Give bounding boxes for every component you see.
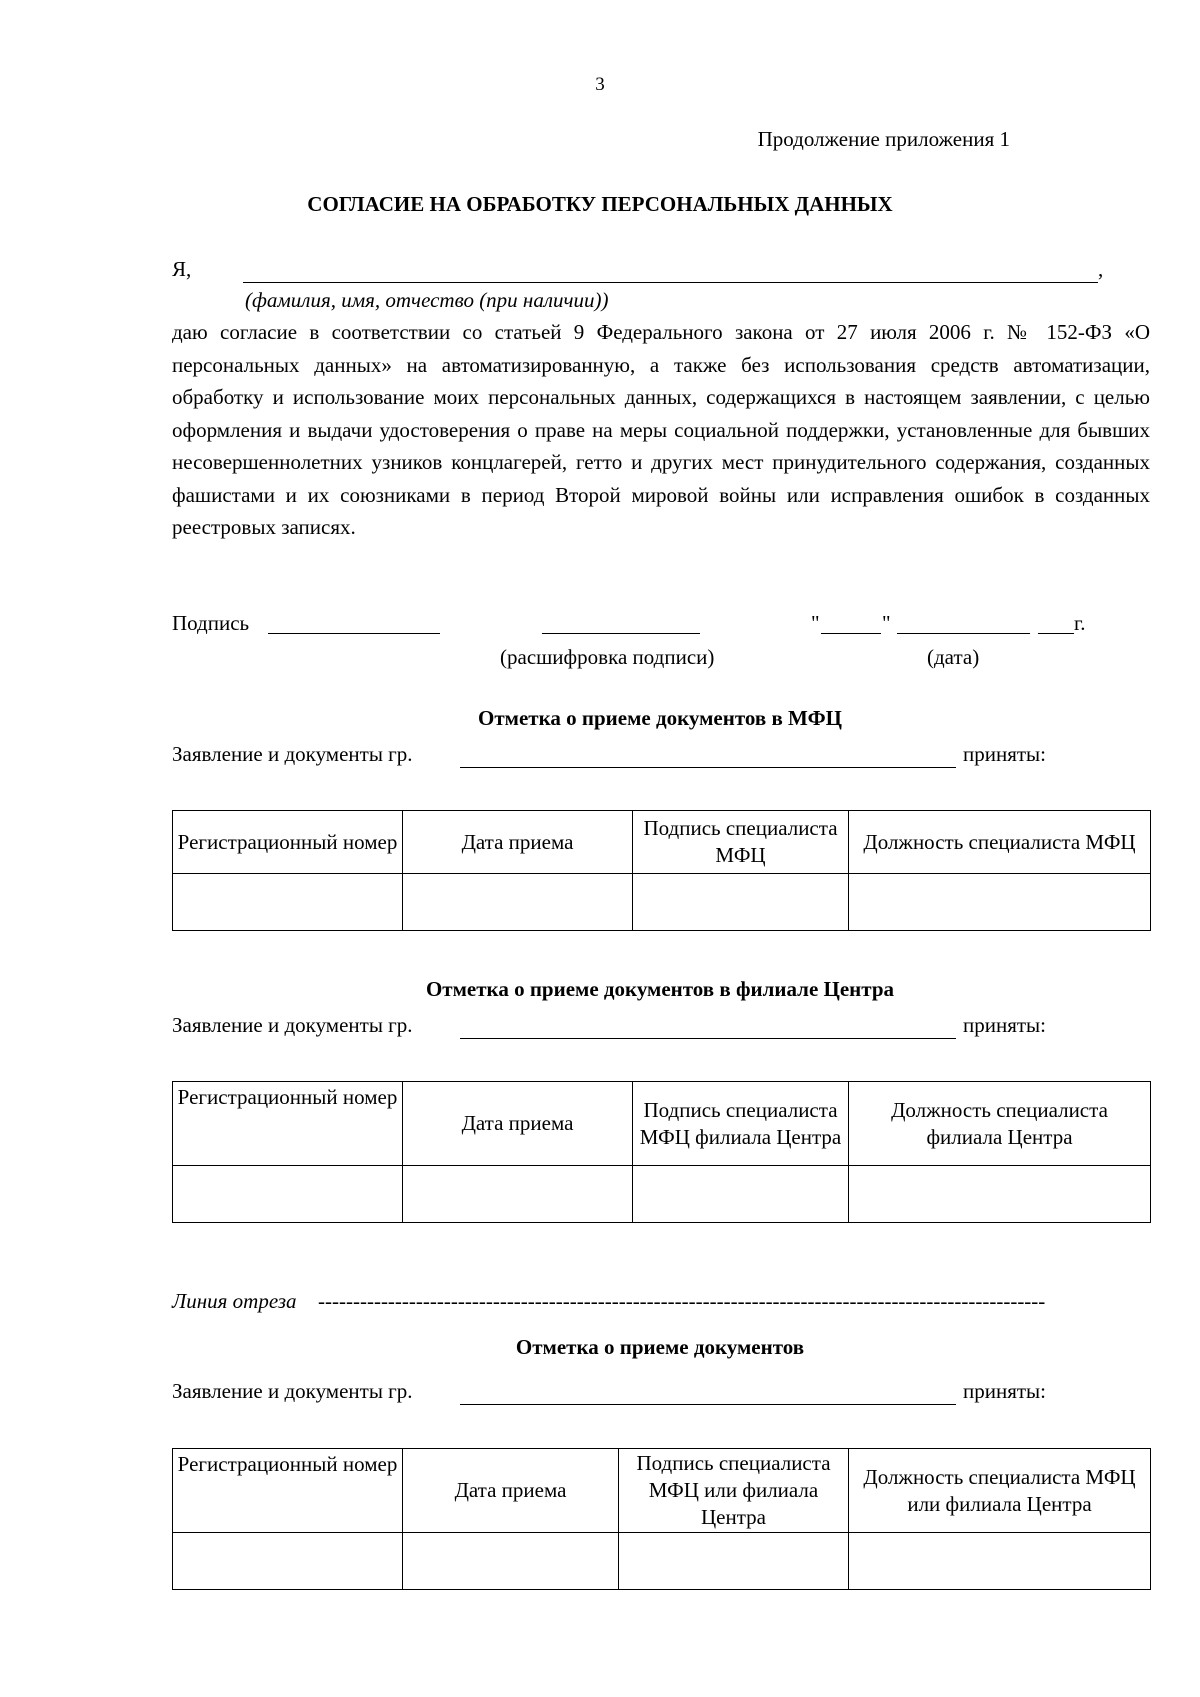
signature-decode-hint: (расшифровка подписи) <box>500 645 715 669</box>
date-year-blank-line[interactable] <box>1038 633 1074 634</box>
page-number: 3 <box>595 74 605 95</box>
date-quote-close: " <box>882 611 891 635</box>
table-row <box>173 874 1151 931</box>
cell-position[interactable] <box>849 1533 1151 1590</box>
cell-position[interactable] <box>849 1166 1151 1223</box>
header-position: Должность специалиста МФЦ или филиала Центра <box>849 1449 1151 1533</box>
registration-table-receipt <box>172 1448 1151 1590</box>
cut-line-dashes: -------------------------------------------------------------------------------------------------------- <box>318 1289 1046 1313</box>
cell-reg-number[interactable] <box>173 1533 403 1590</box>
accepted-label: приняты: <box>963 1379 1046 1403</box>
fio-comma: , <box>1098 257 1104 281</box>
header-reg-number: Регистрационный номер <box>173 811 403 874</box>
section-title-mfc: Отметка о приеме документов в МФЦ <box>478 706 842 730</box>
table-row <box>173 1166 1151 1223</box>
applicant-label: Заявление и документы гр. <box>172 742 413 766</box>
applicant-label: Заявление и документы гр. <box>172 1379 413 1403</box>
header-date: Дата приема <box>403 811 633 874</box>
appendix-note: Продолжение приложения 1 <box>757 127 1010 151</box>
applicant-blank-line[interactable] <box>460 767 956 768</box>
ya-label: Я, <box>172 257 192 281</box>
cell-date[interactable] <box>403 1533 619 1590</box>
cell-signature[interactable] <box>619 1533 849 1590</box>
applicant-label: Заявление и документы гр. <box>172 1013 413 1037</box>
date-hint: (дата) <box>927 645 980 669</box>
cell-reg-number[interactable] <box>173 1166 403 1223</box>
applicant-blank-line[interactable] <box>460 1404 956 1405</box>
section-title-receipt: Отметка о приеме документов <box>515 1335 805 1359</box>
header-reg-number: Регистрационный номер <box>173 1082 403 1166</box>
header-signature: Подпись специалиста МФЦ или филиала Центра <box>619 1449 849 1533</box>
registration-table-mfc <box>172 810 1151 931</box>
date-quote-open: " <box>811 611 820 635</box>
signature-decode-blank-line[interactable] <box>542 633 700 634</box>
accepted-label: приняты: <box>963 1013 1046 1037</box>
signature-blank-line[interactable] <box>268 633 440 634</box>
header-signature: Подпись специалиста МФЦ филиала Центра <box>633 1082 849 1166</box>
table-row <box>173 1533 1151 1590</box>
cut-line-label: Линия отреза <box>172 1289 297 1313</box>
section-title-branch: Отметка о приеме документов в филиале Центра <box>425 977 895 1001</box>
fio-hint: (фамилия, имя, отчество (при наличии)) <box>245 288 609 312</box>
header-signature: Подпись специалиста МФЦ <box>633 811 849 874</box>
cell-position[interactable] <box>849 874 1151 931</box>
header-date: Дата приема <box>403 1449 619 1533</box>
signature-label: Подпись <box>172 611 250 635</box>
cell-date[interactable] <box>403 874 633 931</box>
registration-table-branch <box>172 1081 1151 1223</box>
header-position: Должность специалиста филиала Центра <box>849 1082 1151 1166</box>
accepted-label: приняты: <box>963 742 1046 766</box>
document-title: СОГЛАСИЕ НА ОБРАБОТКУ ПЕРСОНАЛЬНЫХ ДАННЫХ <box>307 192 893 216</box>
date-year-suffix: г. <box>1074 611 1086 635</box>
applicant-blank-line[interactable] <box>460 1038 956 1039</box>
header-reg-number: Регистрационный номер <box>173 1449 403 1533</box>
header-date: Дата приема <box>403 1082 633 1166</box>
fio-blank-line[interactable] <box>243 282 1098 283</box>
consent-text: даю согласие в соответствии со статьей 9 Федерального закона от 27 июля 2006 г. № 152-ФЗ «О персональных данных» на автоматизированную, а также без использования средств автоматизации, обработку и использование моих персональных данных, содержащихся в настоящем заявлении, с целью оформления и выдачи удостоверения о праве на меры социальной поддержки, установленные для бывших несовершеннолетних узников концлагерей, гетто и других мест принудительного содержания, созданных фашистами и их союзниками в период Второй мировой войны или исправления ошибок в созданных реестровых записях. <box>172 320 1150 539</box>
cell-reg-number[interactable] <box>173 874 403 931</box>
cell-date[interactable] <box>403 1166 633 1223</box>
header-position: Должность специалиста МФЦ <box>849 811 1151 874</box>
cell-signature[interactable] <box>633 874 849 931</box>
date-day-blank-line[interactable] <box>821 633 881 634</box>
date-month-blank-line[interactable] <box>897 633 1030 634</box>
cell-signature[interactable] <box>633 1166 849 1223</box>
